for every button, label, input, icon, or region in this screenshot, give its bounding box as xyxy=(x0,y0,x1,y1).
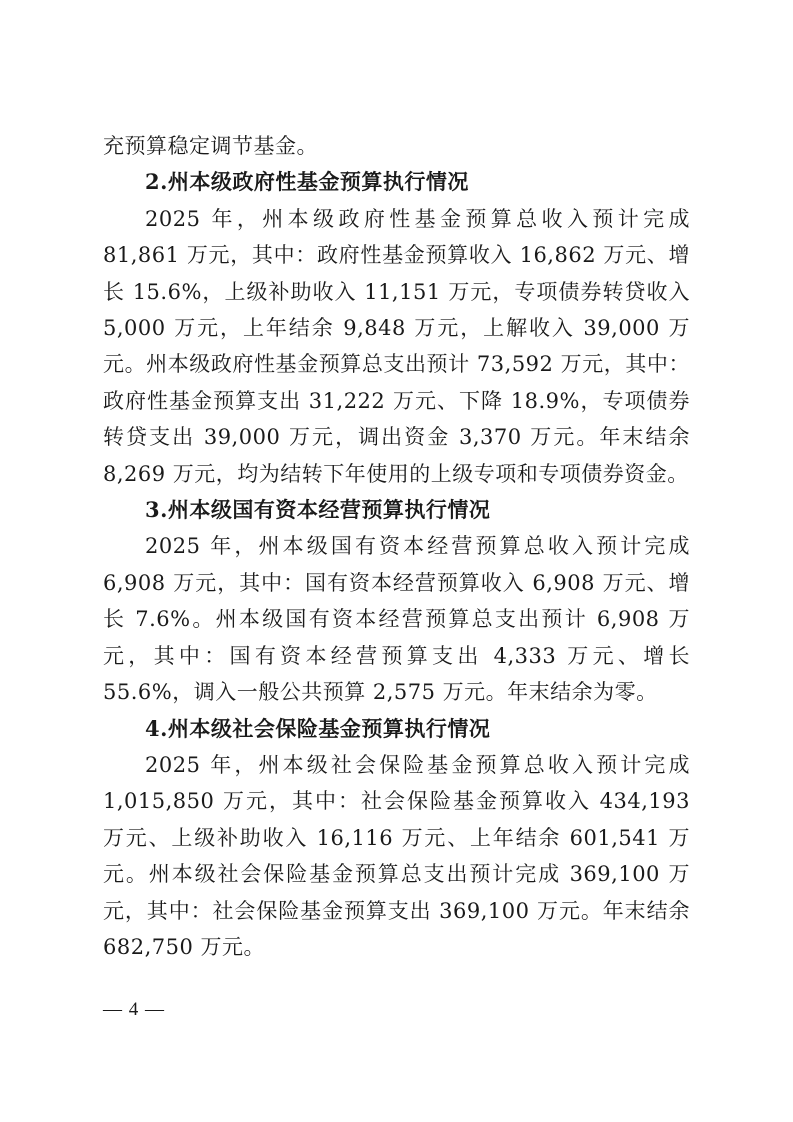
section-heading-government-fund: 2.州本级政府性基金预算执行情况 xyxy=(145,169,469,195)
paragraph-social-insurance: 2025 年，州本级社会保险基金预算总收入预计完成 1,015,850 万元，其中：社会保险基金预算收入 434,193 万元、上级补助收入 16,116 万元、上年结余 601,541 万元。州本级社会保险基金预算总支出预计完成 369,100 万元，其中：社会保险基金预算支出 369,100 万元。年末结余 682,750 万元。 xyxy=(103,752,690,959)
paragraph-state-capital: 2025 年，州本级国有资本经营预算总收入预计完成 6,908 万元，其中：国有资本经营预算收入 6,908 万元、增长 7.6%。州本级国有资本经营预算总支出预计 6,908 万元，其中：国有资本经营预算支出 4,333 万元、增长 55.6%，调入一般公共预算 2,575 万元。年末结余为零。 xyxy=(103,534,690,705)
page-number: — 4 — xyxy=(103,999,165,1020)
section-heading-social-insurance: 4.州本级社会保险基金预算执行情况 xyxy=(145,715,491,741)
paragraph-continuation: 充预算稳定调节基金。 xyxy=(103,134,318,158)
document-page xyxy=(103,128,690,965)
section-heading-state-capital: 3.州本级国有资本经营预算执行情况 xyxy=(145,497,491,523)
paragraph-government-fund: 2025 年，州本级政府性基金预算总收入预计完成 81,861 万元，其中：政府性基金预算收入 16,862 万元、增长 15.6%，上级补助收入 11,151 万元，专项债券转贷收入 5,000 万元，上年结余 9,848 万元，上解收入 39,000 万元。州本级政府性基金预算总支出预计 73,592 万元，其中：政府性基金预算支出 31,222 万元、下降 18.9%，专项债券转贷支出 39,000 万元，调出资金 3,370 万元。年末结余 8,269 万元，均为结转下年使用的上级专项和专项债券资金。 xyxy=(103,206,690,486)
